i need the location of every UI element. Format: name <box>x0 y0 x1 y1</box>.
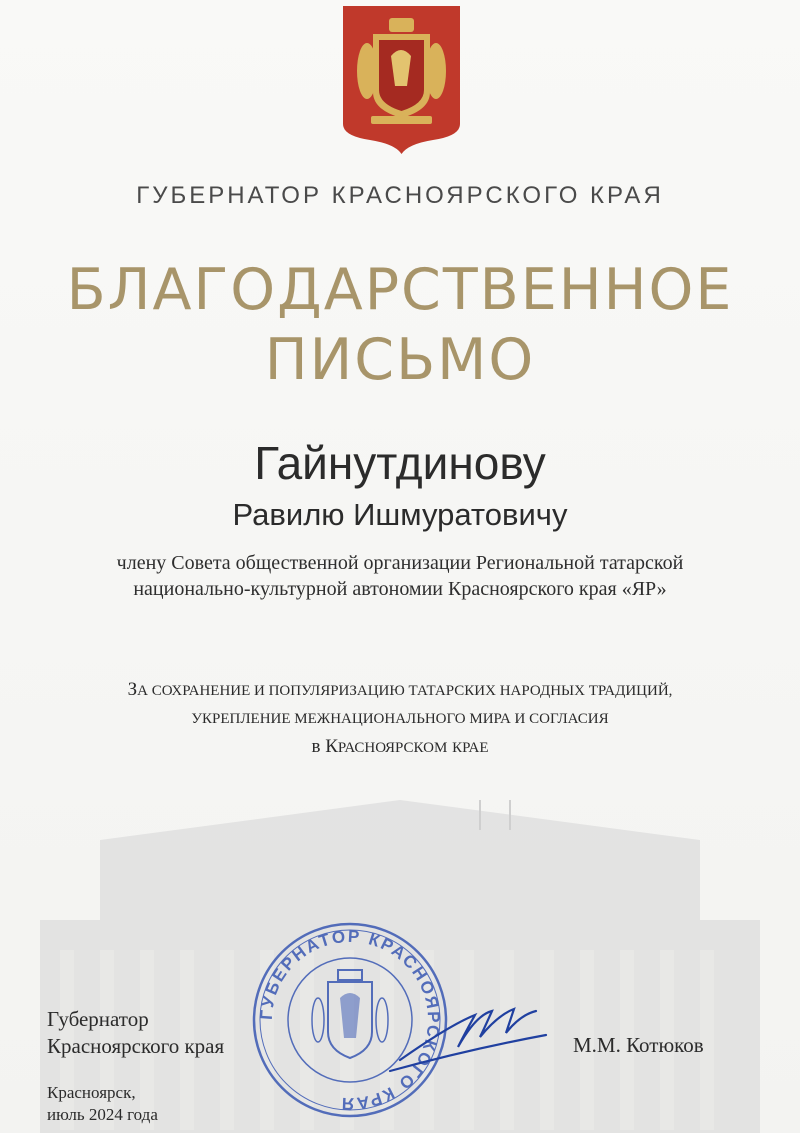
issuer-title: ГУБЕРНАТОР КРАСНОЯРСКОГО КРАЯ <box>136 182 664 209</box>
reason-text: КРАЕ <box>452 740 489 756</box>
coat-of-arms-icon <box>343 6 460 154</box>
document-title-line2: ПИСЬМО <box>264 327 536 393</box>
signatory-role <box>47 1006 224 1060</box>
reason-line: УКРЕПЛЕНИЕ МЕЖНАЦИОНАЛЬНОГО МИРА И СОГЛАСИЯ <box>191 711 609 727</box>
position-line: национально-культурной автономии Красноярского края «ЯР» <box>133 578 667 600</box>
reason-text: А СОХРАНЕНИЕ И ПОПУЛЯРИЗАЦИЮ ТАТАРСКИХ НАРОДНЫХ ТРАДИЦИЙ, <box>137 683 673 699</box>
recipient-surname: Гайнутдинову <box>254 437 546 489</box>
handwritten-signature <box>380 985 550 1080</box>
seal-emblem-icon <box>312 970 388 1058</box>
reason-capital: З <box>127 679 138 700</box>
recipient-position <box>40 550 760 602</box>
signatory-role-line: Красноярского края <box>47 1034 225 1058</box>
reason-text: РАСНОЯРСКОМ <box>337 740 448 756</box>
award-reason <box>0 676 800 762</box>
date: июль 2024 года <box>47 1105 158 1124</box>
signatory-name: М.М. Котюков <box>573 1033 704 1057</box>
recipient-given-names: Равилю Ишмуратовичу <box>232 497 568 532</box>
reason-line <box>0 676 800 705</box>
place: Красноярск, <box>47 1083 136 1102</box>
signatory-role-line: Губернатор <box>47 1007 149 1031</box>
seal-ring-text: ГУБЕРНАТОР КРАСНОЯРСКОГО КРАЯ <box>256 926 444 1114</box>
position-line: члену Совета общественной организации Региональной татарской <box>116 552 684 574</box>
reason-line <box>0 733 800 762</box>
reason-prefix: в <box>311 736 321 757</box>
place-and-date <box>47 1082 158 1126</box>
reason-capital: К <box>325 736 338 757</box>
document-title-line1: БЛАГОДАРСТВЕННОЕ <box>66 257 734 323</box>
